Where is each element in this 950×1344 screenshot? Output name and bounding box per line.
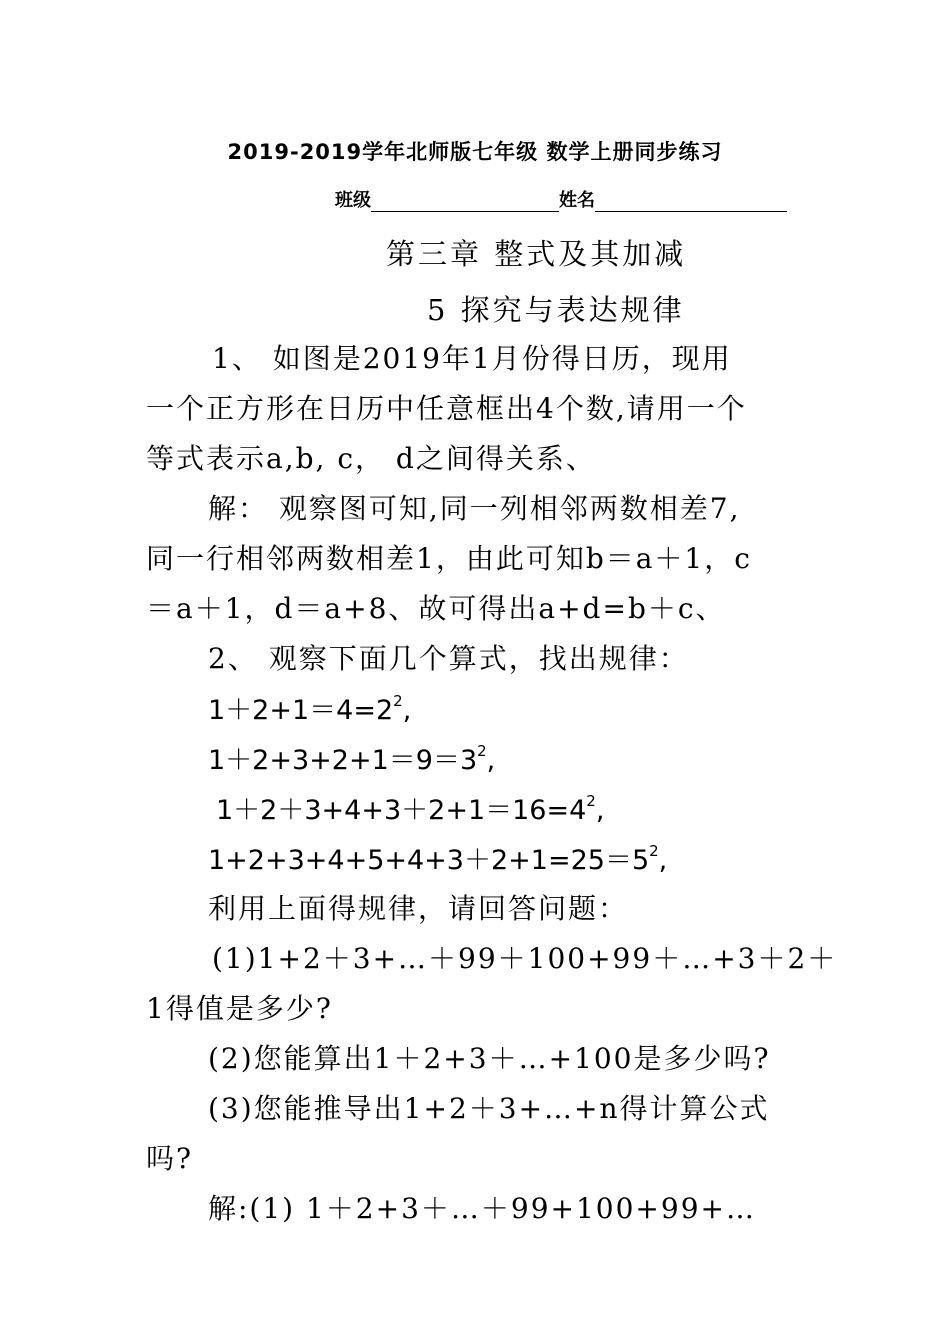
equation-3-text: 1＋2＋3+4+3＋2+1＝16=4 [216, 795, 587, 826]
equation-4-text: 1+2+3+4+5+4+3＋2+1=25＝5 [208, 845, 650, 876]
equation-3 [216, 788, 604, 827]
equation-2-exponent: 2 [477, 742, 487, 760]
equation-2 [208, 738, 495, 777]
class-blank[interactable] [371, 189, 559, 212]
question-3-line-2: 吗? [146, 1142, 194, 1175]
solution-2-line-1: 解:(1) 1＋2+3＋…＋99+100+99+… [208, 1192, 756, 1225]
question-3-line-1: (3)您能推导出1+2＋3+…+n得计算公式 [208, 1092, 770, 1125]
equation-4 [208, 838, 667, 877]
chapter-heading: 第三章 整式及其加减 [386, 237, 687, 271]
equation-1-suffix: , [402, 695, 412, 726]
problem-1-line-3: 等式表示a,b, c， d之间得关系、 [146, 442, 596, 475]
name-label: 姓名 [559, 190, 595, 211]
solution-1-line-2: 同一行相邻两数相差1，由此可知b＝a＋1，c [146, 542, 752, 575]
problem-1-line-1: 1、 如图是2019年1月份得日历，现用 [212, 342, 732, 375]
problem-2-intro: 2、 观察下面几个算式，找出规律： [208, 642, 689, 675]
equation-3-suffix: , [595, 795, 605, 826]
equation-1-text: 1＋2+1＝4=2 [208, 695, 394, 726]
section-heading: 5 探究与表达规律 [427, 293, 685, 327]
equation-2-suffix: , [486, 745, 496, 776]
solution-1-line-3: ＝a＋1，d＝a+8、故可得出a+d=b＋c、 [146, 592, 726, 625]
name-blank[interactable] [595, 189, 787, 212]
equation-1 [208, 688, 411, 727]
equation-4-exponent: 2 [649, 842, 659, 860]
equation-3-exponent: 2 [586, 792, 596, 810]
solution-1-line-1: 解： 观察图可知,同一列相邻两数相差7, [208, 492, 741, 525]
equation-4-suffix: , [658, 845, 668, 876]
question-2: (2)您能算出1＋2+3＋…+100是多少吗? [208, 1042, 771, 1075]
problem-2-prompt: 利用上面得规律，请回答问题： [208, 892, 629, 925]
document-title: 2019-2019学年北师版七年级 数学上册同步练习 [227, 140, 723, 164]
equation-1-exponent: 2 [393, 692, 403, 710]
class-label: 班级 [335, 190, 371, 211]
problem-1-line-2: 一个正方形在日历中任意框出4个数,请用一个 [146, 392, 747, 425]
question-1-line-2: 1得值是多少? [146, 992, 333, 1025]
question-1-line-1: (1)1+2＋3+…＋99＋100+99＋…+3＋2＋ [212, 942, 838, 975]
student-info-line [335, 186, 787, 212]
equation-2-text: 1＋2+3+2+1＝9＝3 [208, 745, 478, 776]
